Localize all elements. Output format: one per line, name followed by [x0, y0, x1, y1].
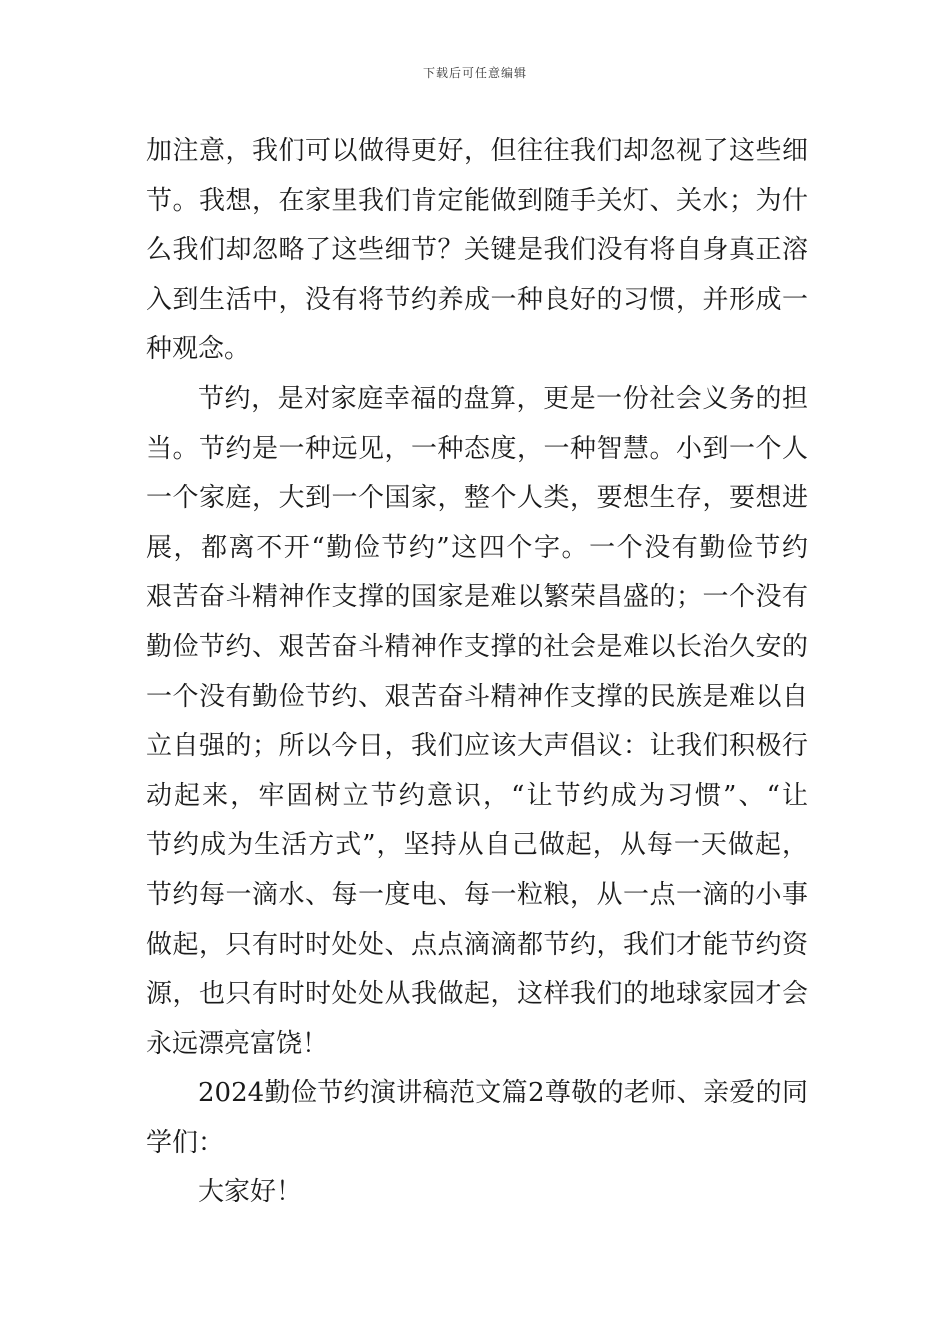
- text-line: 勤俭节约、艰苦奋斗精神作支撑的社会是难以长治久安的: [146, 631, 808, 662]
- text-line: 学们：: [146, 1127, 225, 1158]
- paragraph-first-line: 2024勤俭节约演讲稿范文篇2尊敬的老师、亲爱的同: [198, 1078, 808, 1109]
- greeting-line: 大家好！: [198, 1177, 303, 1208]
- text-line: 节约每一滴水、每一度电、每一粒粮，从一点一滴的小事: [146, 879, 808, 910]
- text-line: 节约成为生活方式”，坚持从自己做起，从每一天做起，: [146, 830, 808, 861]
- text-line: 永远漂亮富饶！: [146, 1028, 329, 1059]
- document-body: [146, 127, 808, 1218]
- page-header: 下载后可任意编辑: [422, 66, 527, 80]
- text-line: 做起，只有时时处处、点点滴滴都节约，我们才能节约资: [146, 929, 808, 960]
- text-line: 种观念。: [146, 334, 251, 365]
- text-line: 源，也只有时时处处从我做起，这样我们的地球家园才会: [146, 979, 808, 1010]
- text-line: 展，都离不开“勤俭节约”这四个字。一个没有勤俭节约: [146, 532, 808, 563]
- text-line: 么我们却忽略了这些细节？关键是我们没有将自身真正溶: [146, 235, 808, 266]
- text-line: 动起来，牢固树立节约意识，“让节约成为习惯”、“让: [146, 780, 808, 811]
- text-line: 当。节约是一种远见，一种态度，一种智慧。小到一个人: [146, 433, 808, 464]
- text-line: 艰苦奋斗精神作支撑的国家是难以繁荣昌盛的；一个没有: [146, 582, 808, 613]
- text-line: 一个家庭，大到一个国家，整个人类，要想生存，要想进: [146, 483, 808, 514]
- text-line: 一个没有勤俭节约、艰苦奋斗精神作支撑的民族是难以自: [146, 681, 808, 712]
- text-line: 节。我想，在家里我们肯定能做到随手关灯、关水；为什: [146, 185, 808, 216]
- text-line: 加注意，我们可以做得更好，但往往我们却忽视了这些细: [146, 136, 808, 166]
- text-line: 入到生活中，没有将节约养成一种良好的习惯，并形成一: [146, 284, 808, 315]
- paragraph-first-line: 节约，是对家庭幸福的盘算，更是一份社会义务的担: [198, 383, 808, 414]
- text-line: 立自强的；所以今日，我们应该大声倡议：让我们积极行: [146, 731, 808, 762]
